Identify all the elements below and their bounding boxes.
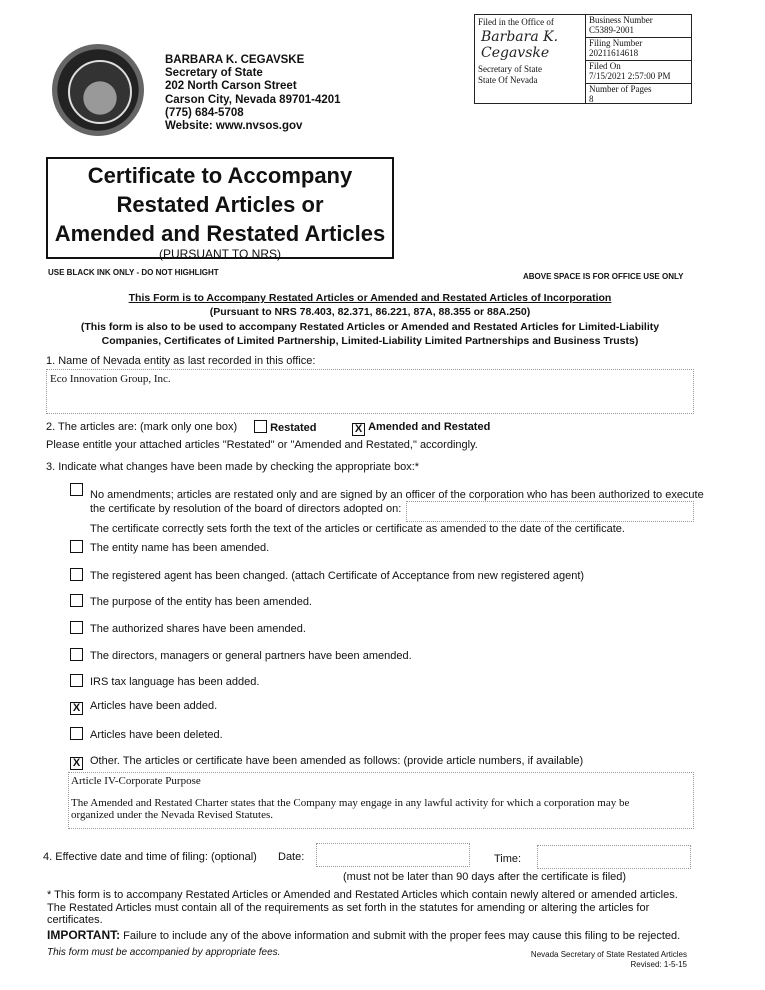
- other-line-1: Article IV-Corporate Purpose: [71, 775, 201, 787]
- q2-label: 2. The articles are: (mark only one box): [46, 421, 238, 433]
- footnote-line-3: certificates.: [47, 914, 103, 926]
- q1-label: 1. Name of Nevada entity as last recorded in this office:: [46, 355, 316, 367]
- other-option[interactable]: [70, 755, 583, 770]
- authorized-shares-label: The authorized shares have been amended.: [90, 623, 306, 635]
- entity-name-amended-label: The entity name has been amended.: [90, 542, 270, 554]
- amended-restated-checkbox[interactable]: X: [352, 423, 365, 436]
- directors-label: The directors, managers or general partners have been amended.: [90, 650, 412, 662]
- entity-name-amended-checkbox[interactable]: [70, 540, 83, 553]
- footnote-line-1: * This form is to accompany Restated Articles or Amended and Restated Articles which contain newly altered or amended articles.: [47, 889, 678, 901]
- other-line-2: The Amended and Restated Charter states that the Company may engage in any lawful activity for which a corporation may be: [71, 797, 630, 809]
- sos-header: [165, 54, 341, 133]
- other-label: Other. The articles or certificate have been amended as follows: (provide article numbers, if available): [90, 755, 584, 767]
- effective-date-field[interactable]: [316, 843, 470, 867]
- office-info-panel: [586, 15, 691, 103]
- articles-deleted-option[interactable]: [70, 727, 223, 741]
- no-amendments-line-1: No amendments; articles are restated only and are signed by an officer of the corporation who has been authorized to execute: [90, 489, 704, 501]
- ink-note: USE BLACK INK ONLY - DO NOT HIGHLIGHT: [48, 268, 219, 277]
- footnote: [47, 889, 678, 927]
- purpose-option[interactable]: [70, 594, 312, 608]
- business-number-label: Business Number: [589, 15, 653, 25]
- other-amendments-field[interactable]: [68, 772, 694, 829]
- title-line-3: Amended and Restated Articles: [54, 221, 386, 246]
- purpose-label: The purpose of the entity has been amended.: [90, 596, 312, 608]
- registered-agent-option[interactable]: [70, 568, 584, 582]
- date-label: Date:: [278, 851, 305, 863]
- pages-label: Number of Pages: [589, 84, 652, 94]
- other-line-3: organized under the Nevada Revised Statutes.: [71, 809, 274, 821]
- entity-name-field[interactable]: [46, 369, 694, 414]
- q3-label: 3. Indicate what changes have been made by checking the appropriate box:*: [46, 461, 420, 473]
- authorized-shares-checkbox[interactable]: [70, 621, 83, 634]
- irs-option[interactable]: [70, 674, 259, 688]
- no-amendments-option[interactable]: [70, 483, 83, 497]
- registered-agent-label: The registered agent has been changed. (attach Certificate of Acceptance from new registered agent): [90, 570, 585, 582]
- other-checkbox[interactable]: X: [70, 757, 83, 770]
- directors-checkbox[interactable]: [70, 648, 83, 661]
- sos-label: Secretary of State: [478, 64, 542, 74]
- sos-name: BARBARA K. CEGAVSKE: [165, 54, 305, 66]
- intro-line-2: (Pursuant to NRS 78.403, 82.371, 86.221, 87A, 88.355 or 88A.250): [209, 306, 531, 318]
- registered-agent-checkbox[interactable]: [70, 568, 83, 581]
- filed-on-label: Filed On: [589, 61, 621, 71]
- important-text: Failure to include any of the above information and submit with the proper fees may cause this filing to be rejected.: [123, 930, 681, 942]
- irs-label: IRS tax language has been added.: [90, 676, 260, 688]
- filing-number: 20211614618: [589, 47, 639, 58]
- restated-label: Restated: [270, 422, 317, 434]
- authorized-shares-option[interactable]: [70, 621, 306, 635]
- sos-phone: (775) 684-5708: [165, 106, 244, 119]
- no-amendments-line-2: the certificate by resolution of the board of directors adopted on:: [90, 503, 402, 515]
- sos-website: Website: www.nvsos.gov: [165, 120, 303, 133]
- q2-note: Please entitle your attached articles "Restated" or "Amended and Restated," accordingly.: [46, 439, 478, 451]
- office-use-box: [474, 14, 692, 104]
- irs-checkbox[interactable]: [70, 674, 83, 687]
- intro-line-3: (This form is also to be used to accompany Restated Articles or Amended and Restated Articles for Limited-Liability: [80, 321, 660, 333]
- intro-line-4: Companies, Certificates of Limited Partnership, Limited-Liability Limited Partnerships and Business Trusts): [101, 335, 639, 347]
- articles-added-label: Articles have been added.: [90, 700, 218, 712]
- articles-deleted-label: Articles have been deleted.: [90, 729, 223, 741]
- office-filed-panel: [475, 15, 586, 103]
- signature: Barbara K. Cegavske: [481, 29, 559, 61]
- no-amendments-line-3: The certificate correctly sets forth the text of the articles or certificate as amended to the date of the certificate.: [90, 523, 625, 535]
- articles-deleted-checkbox[interactable]: [70, 727, 83, 740]
- business-number: C5389-2001: [589, 24, 634, 35]
- amended-restated-option[interactable]: [352, 421, 490, 436]
- amended-restated-label: Amended and Restated: [368, 421, 491, 433]
- entity-name-amended-option[interactable]: [70, 540, 269, 554]
- business-number-cell: [586, 15, 691, 38]
- articles-added-option[interactable]: [70, 700, 217, 715]
- articles-added-checkbox[interactable]: X: [70, 702, 83, 715]
- office-space-note: ABOVE SPACE IS FOR OFFICE USE ONLY: [523, 272, 684, 281]
- board-resolution-date-field[interactable]: [406, 501, 694, 522]
- q4-note: (must not be later than 90 days after the certificate is filed): [343, 871, 627, 883]
- filed-on: 7/15/2021 2:57:00 PM: [589, 70, 671, 81]
- directors-option[interactable]: [70, 648, 412, 662]
- filed-on-cell: [586, 61, 691, 84]
- title-sub: (PURSUANT TO NRS): [158, 247, 281, 261]
- purpose-checkbox[interactable]: [70, 594, 83, 607]
- title-line-1: Certificate to Accompany: [87, 163, 353, 188]
- sos-street: 202 North Carson Street: [165, 80, 297, 93]
- fees-note: This form must be accompanied by appropriate fees.: [47, 947, 281, 958]
- effective-time-field[interactable]: [537, 845, 691, 869]
- filing-number-label: Filing Number: [589, 38, 643, 48]
- important-note: [47, 928, 680, 942]
- form-name: Nevada Secretary of State Restated Articles: [530, 950, 687, 959]
- form-footer: [480, 950, 687, 970]
- sos-role: Secretary of State: [165, 67, 263, 80]
- important-label: IMPORTANT:: [47, 928, 121, 942]
- pages-value: 8: [589, 93, 594, 104]
- no-amendments-checkbox[interactable]: [70, 483, 83, 496]
- filing-number-cell: [586, 38, 691, 61]
- title-line-2: Restated Articles or: [116, 192, 324, 217]
- entity-name-value: Eco Innovation Group, Inc.: [50, 373, 171, 385]
- title-box: [46, 157, 394, 259]
- time-label: Time:: [494, 853, 522, 865]
- state-label: State Of Nevada: [478, 75, 538, 85]
- restated-option[interactable]: [254, 420, 317, 434]
- intro-line-1: This Form is to Accompany Restated Articles or Amended and Restated Articles of Incorporation: [128, 292, 612, 304]
- sos-city: Carson City, Nevada 89701-4201: [165, 93, 341, 106]
- filed-in-label: Filed in the Office of: [478, 17, 554, 27]
- q4-label: 4. Effective date and time of filing: (optional): [43, 851, 257, 863]
- state-seal: [52, 44, 144, 136]
- pages-cell: [586, 84, 691, 106]
- form-revised: Revised: 1-5-15: [630, 960, 687, 969]
- footnote-line-2: The Restated Articles must contain all of the requirements as set forth in the statutes for amending or altering the articles for: [47, 901, 650, 914]
- restated-checkbox[interactable]: [254, 420, 267, 433]
